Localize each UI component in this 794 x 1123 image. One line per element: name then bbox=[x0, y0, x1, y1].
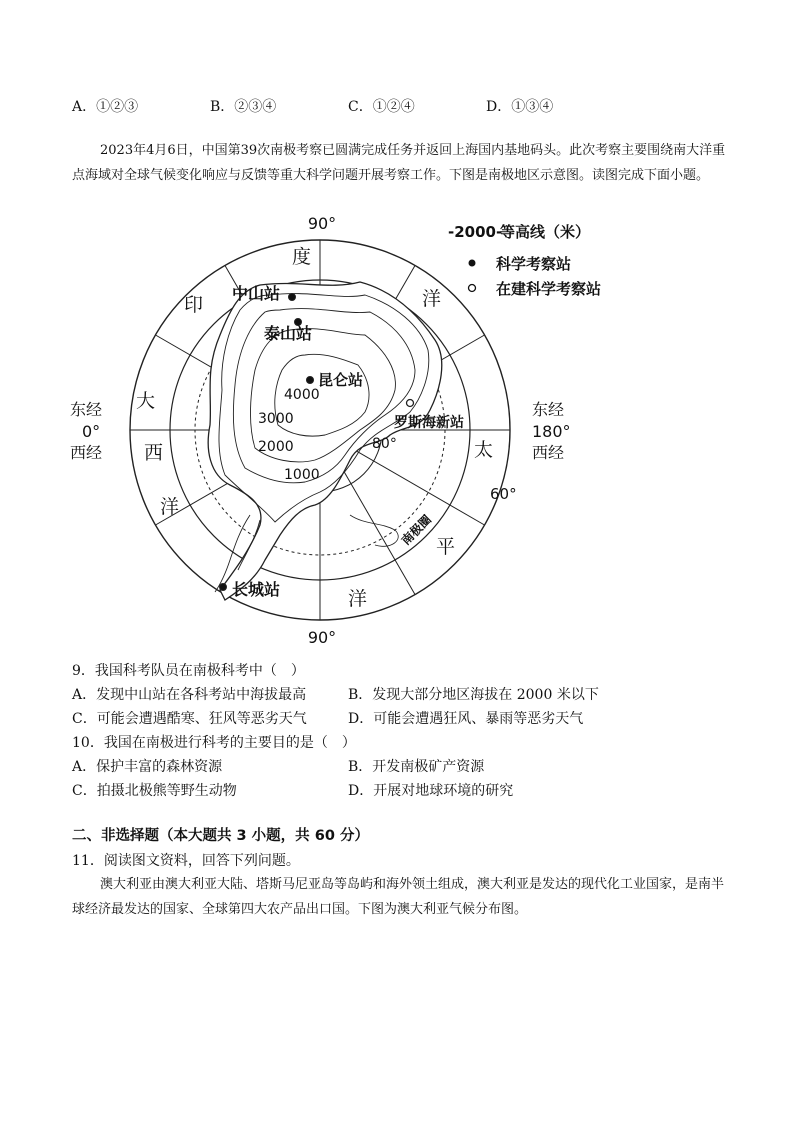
q10-option-c: C．拍摄北极熊等野生动物 bbox=[72, 783, 237, 799]
option-c: C．①②④ bbox=[348, 99, 415, 115]
label-80: 80° bbox=[372, 436, 397, 452]
label-60: 60° bbox=[490, 485, 517, 503]
q11-paragraph bbox=[72, 872, 732, 922]
label-polar-circle: 南极圈 bbox=[398, 512, 435, 548]
ocean-pacific-2: 平 bbox=[436, 536, 456, 558]
q10-option-a: A．保护丰富的森林资源 bbox=[72, 759, 223, 775]
option-a: A．①②③ bbox=[72, 99, 139, 115]
q10-option-d: D．开展对地球环境的研究 bbox=[348, 783, 514, 799]
contour-label-2000: 2000 bbox=[258, 439, 294, 455]
label-east-right: 东经 bbox=[532, 400, 565, 419]
legend-station-dot bbox=[469, 260, 476, 267]
intro-paragraph bbox=[72, 138, 732, 188]
q11-stem: 11．阅读图文资料，回答下列问题。 bbox=[72, 853, 300, 869]
ocean-atlantic-2: 西 bbox=[144, 442, 164, 464]
label-180: 180° bbox=[532, 422, 571, 441]
changcheng-station-marker bbox=[220, 584, 227, 591]
q11-text: 澳大利亚由澳大利亚大陆、塔斯马尼亚岛等岛屿和海外领土组成，澳大利亚是发达的现代化工业国家，是南半球经济最发达的国家、全球第四大农产品出口国。下图为澳大利亚气候分布图。 bbox=[72, 877, 725, 917]
q10-stem: 10．我国在南极进行科考的主要目的是（ ） bbox=[72, 735, 356, 751]
label-90-bottom: 90° bbox=[307, 628, 337, 647]
station-kunlun: 昆仑站 bbox=[318, 371, 364, 389]
ocean-pacific-1: 太 bbox=[474, 439, 494, 461]
ocean-indian-1: 印 bbox=[184, 294, 204, 316]
ocean-pacific-3: 洋 bbox=[348, 588, 368, 610]
station-rossea: 罗斯海新站 bbox=[394, 415, 464, 431]
contour-label-3000: 3000 bbox=[258, 411, 294, 427]
rossea-station-marker bbox=[407, 400, 414, 407]
contour-label-4000: 4000 bbox=[284, 387, 320, 403]
antarctica-map bbox=[60, 205, 602, 647]
q9-stem: 9．我国科考队员在南极科考中（ ） bbox=[72, 663, 305, 679]
option-b: B．②③④ bbox=[210, 99, 277, 115]
label-90-top: 90° bbox=[307, 214, 337, 233]
legend-building-label: 在建科学考察站 bbox=[496, 280, 602, 298]
intro-text: 2023年4月6日，中国第39次南极考察已圆满完成任务并返回上海国内基地码头。此次考察主要围绕南大洋重点海域对全球气候变化响应与反馈等重大科学问题开展考察工作。下图是南极地区示意图。读图完成下面小题。 bbox=[72, 143, 726, 183]
station-zhongshan: 中山站 bbox=[232, 284, 281, 303]
ocean-indian-2: 度 bbox=[292, 246, 312, 268]
label-west-right: 西经 bbox=[532, 443, 565, 462]
legend-contour-sample: -2000- bbox=[448, 223, 503, 241]
station-changcheng: 长城站 bbox=[232, 580, 281, 599]
q9-option-b: B．发现大部分地区海拔在 2000 米以下 bbox=[348, 687, 599, 703]
contour-label-1000: 1000 bbox=[284, 467, 320, 483]
q9-option-d: D．可能会遭遇狂风、暴雨等恶劣天气 bbox=[348, 711, 584, 727]
section-title: 二、非选择题（本大题共 3 小题，共 60 分） bbox=[72, 828, 369, 844]
zhongshan-station-marker bbox=[289, 294, 296, 301]
station-taishan: 泰山站 bbox=[264, 324, 313, 343]
kunlun-station-marker bbox=[307, 377, 314, 384]
legend-building-dot bbox=[469, 285, 476, 292]
legend-station-label: 科学考察站 bbox=[496, 255, 572, 273]
ocean-indian-3: 洋 bbox=[422, 288, 442, 310]
label-west-left: 西经 bbox=[70, 443, 103, 462]
q10-option-b: B．开发南极矿产资源 bbox=[348, 759, 485, 775]
legend-contour-label: 等高线（米） bbox=[500, 223, 591, 241]
ocean-atlantic-3: 洋 bbox=[160, 496, 180, 518]
q9-option-a: A．发现中山站在各科考站中海拔最高 bbox=[72, 687, 307, 703]
ocean-atlantic-1: 大 bbox=[136, 390, 156, 412]
label-0: 0° bbox=[82, 422, 101, 441]
option-d: D．①③④ bbox=[486, 99, 554, 115]
label-east-left: 东经 bbox=[70, 400, 103, 419]
q9-option-c: C．可能会遭遇酷寒、狂风等恶劣天气 bbox=[72, 711, 307, 727]
